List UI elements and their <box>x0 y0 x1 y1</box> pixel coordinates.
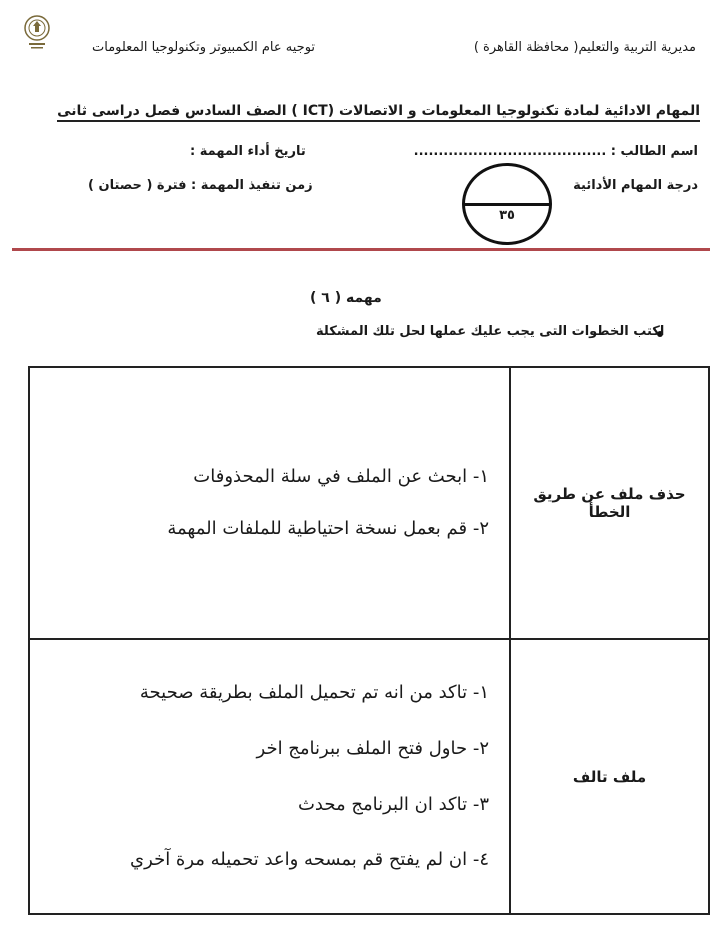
step-item: ٣- تاكد ان البرنامج محدث <box>297 793 489 815</box>
student-name-field: اسم الطالب : ....................................... <box>413 144 698 159</box>
problem-label: حذف ملف عن طريق الخطأ <box>533 485 686 521</box>
step-item: ١- ابحث عن الملف في سلة المحذوفات <box>193 466 489 488</box>
score-circle <box>462 163 552 245</box>
section-divider <box>12 248 710 251</box>
score-max: ٣٥ <box>499 208 515 223</box>
step-item: ٢- حاول فتح الملف ببرنامج اخر <box>256 737 489 759</box>
table-row <box>29 367 709 639</box>
page-title: المهام الادائية لمادة تكنولوجيا المعلومات و الاتصالات (ICT ) الصف السادس فصل دراسى ثانى <box>57 103 700 122</box>
table-row <box>29 639 709 914</box>
task-title: مهمه ( ٦ ) <box>310 290 382 306</box>
grade-label: درجة المهام الأدائية <box>573 178 698 193</box>
problem-label: ملف تالف <box>572 767 647 786</box>
steps-cell <box>29 639 510 914</box>
step-item: ١- تاكد من انه تم تحميل الملف بطريقة صحيحة <box>139 682 489 704</box>
problem-cell <box>510 639 709 914</box>
steps-cell <box>29 367 510 639</box>
task-instruction: اكتب الخطوات التى يجب عليك عملها لحل تلك المشكلة <box>316 324 665 339</box>
score-divider <box>465 203 549 206</box>
step-item: ٢- قم بعمل نسخة احتياطية للملفات المهمة <box>167 518 489 539</box>
steps-table <box>28 366 710 915</box>
problem-cell <box>510 367 709 639</box>
ministry-seal-logo <box>22 14 52 52</box>
duration-field: زمن تنفيذ المهمة : فترة ( حصتان ) <box>88 178 313 193</box>
step-item: ٤- ان لم يفتح قم بمسحه واعد تحميله مرة آخري <box>130 849 489 871</box>
directorate-header: مديرية التربية والتعليم( محافظة القاهرة ) <box>473 40 696 55</box>
guidance-header: توجيه عام الكمبيوتر وتكنولوجيا المعلومات <box>92 40 316 55</box>
task-date-field: تاريخ أداء المهمة : <box>190 144 306 159</box>
